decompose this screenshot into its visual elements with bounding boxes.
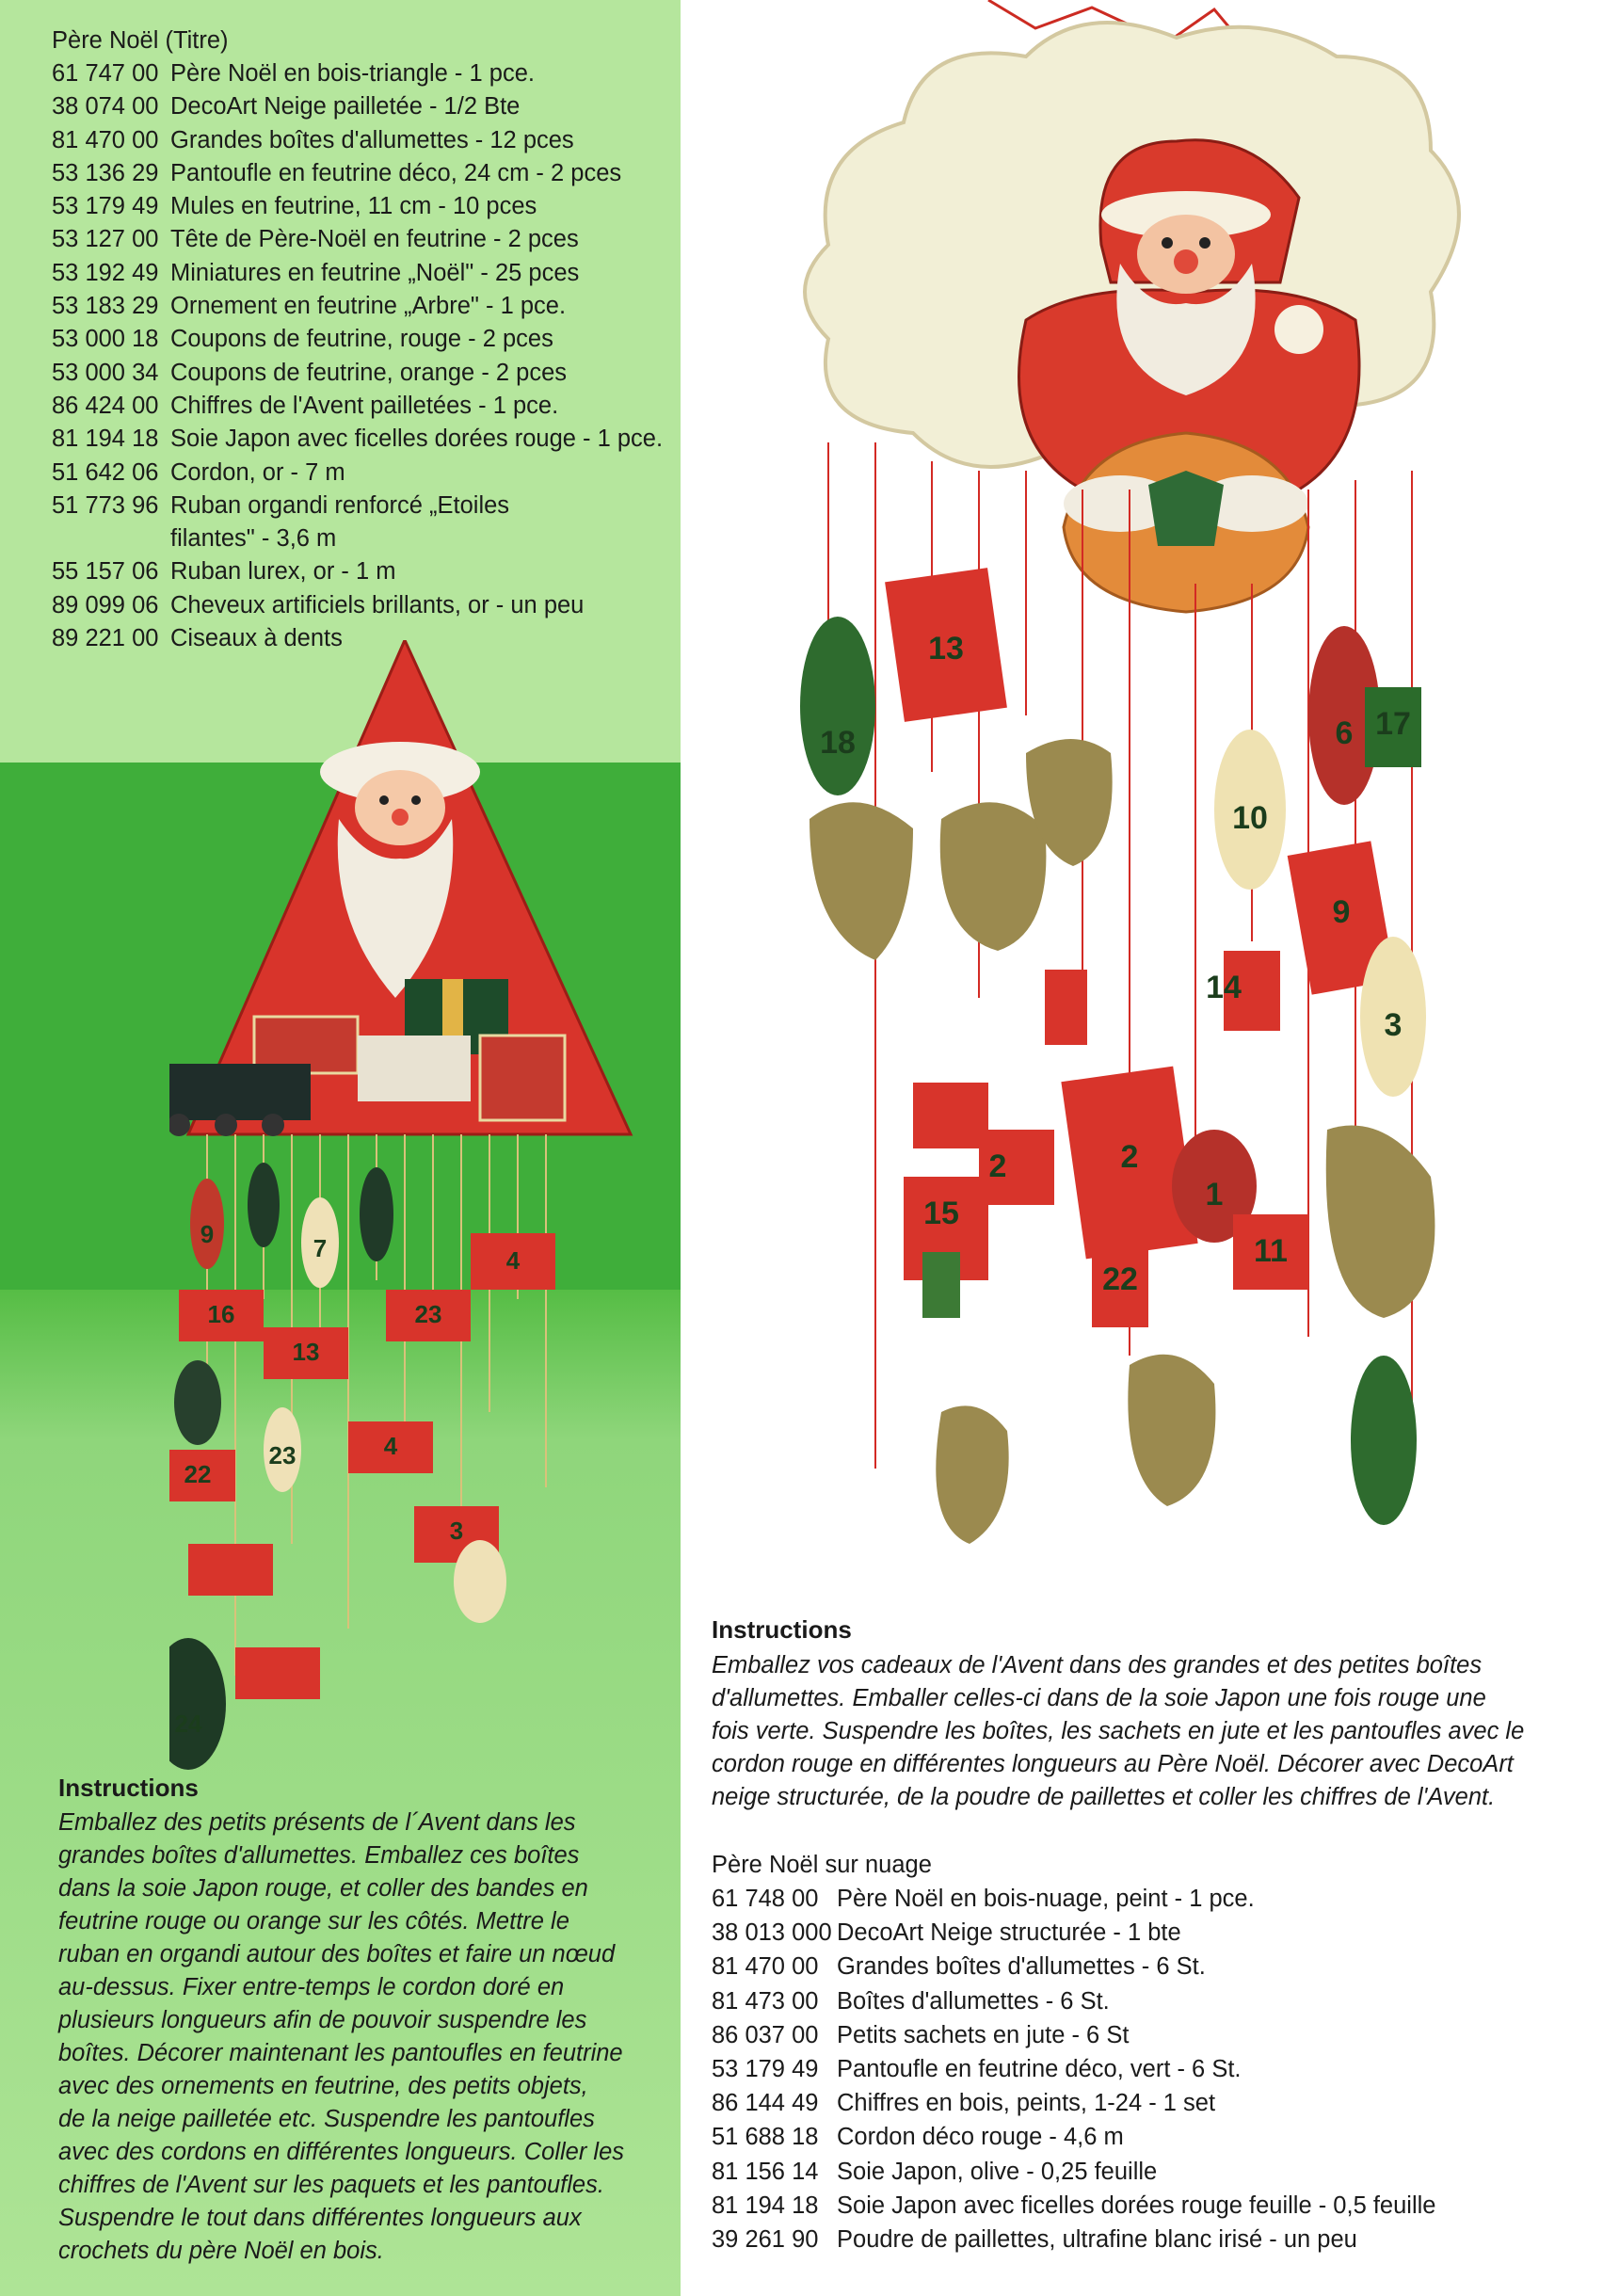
article-number: 81 194 18: [712, 2192, 819, 2219]
instruction-line: Emballez vos cadeaux de l'Avent dans des grandes et des petites boîtes: [712, 1652, 1483, 1678]
material-item: [52, 357, 663, 390]
material-item: [52, 90, 663, 123]
material-item: [712, 2052, 1435, 2086]
material-item: [52, 457, 663, 490]
instruction-line: fois verte. Suspendre les boîtes, les sachets en jute et les pantoufles avec le: [712, 1718, 1525, 1744]
article-number: 89 099 06: [52, 591, 159, 618]
advent-number: 18: [820, 725, 856, 761]
article-description: Cordon, or - 7 m: [170, 458, 345, 486]
material-item: [52, 555, 663, 588]
left-instructions-body: [58, 1806, 624, 2268]
advent-number: 24: [174, 1710, 202, 1738]
article-number: 51 642 06: [52, 458, 159, 486]
right-list-title: Père Noël sur nuage: [712, 1852, 932, 1878]
material-item: [52, 57, 663, 90]
article-number: 38 013 000: [712, 1919, 832, 1947]
advent-number: 15: [923, 1196, 959, 1231]
right-material-list: [712, 1882, 1435, 2256]
article-number: 61 747 00: [52, 60, 159, 87]
advent-number: 22: [1102, 1261, 1138, 1297]
article-description: Grandes boîtes d'allumettes - 6 St.: [837, 1953, 1206, 1981]
advent-number: 23: [268, 1441, 297, 1469]
article-description: Mules en feutrine, 11 cm - 10 pces: [170, 193, 537, 220]
article-description: Pantoufle en feutrine déco, 24 cm - 2 pces: [170, 159, 622, 186]
advent-number: 9: [200, 1220, 215, 1248]
right-instructions-title: Instructions: [712, 1615, 852, 1644]
material-item: [52, 290, 663, 323]
article-description: Pantoufle en feutrine déco, vert - 6 St.: [837, 2056, 1242, 2083]
triangle-santa-photo: [169, 640, 640, 1779]
advent-number: 11: [1254, 1233, 1288, 1269]
article-number: 53 179 49: [52, 193, 159, 220]
material-item: [712, 2155, 1435, 2189]
material-item: [52, 157, 663, 190]
article-description: Ruban organdi renforcé „Etoiles: [170, 491, 510, 519]
material-item: [52, 490, 663, 522]
article-description: Poudre de paillettes, ultrafine blanc irisé - un peu: [837, 2226, 1357, 2254]
advent-number: 2: [1120, 1139, 1139, 1175]
instruction-line: avec des ornements en feutrine, des petits objets,: [58, 2073, 588, 2099]
article-number: 81 470 00: [712, 1953, 819, 1981]
cloud-santa-photo: [772, 0, 1487, 1553]
left-material-list: [52, 57, 663, 655]
article-number: 53 000 18: [52, 326, 159, 353]
article-number: 81 470 00: [52, 126, 159, 153]
article-description: Cheveux artificiels brillants, or - un peu: [170, 591, 585, 618]
instruction-line: de la neige pailletée etc. Suspendre les pantoufles: [58, 2106, 595, 2132]
article-number: 53 192 49: [52, 259, 159, 286]
article-number: 61 748 00: [712, 1886, 819, 1912]
article-description: Soie Japon, olive - 0,25 feuille: [837, 2158, 1158, 2185]
material-item: [712, 2018, 1435, 2052]
article-number: 38 074 00: [52, 93, 159, 120]
instruction-line: Suspendre le tout dans différentes longueurs aux: [58, 2205, 582, 2231]
advent-number: 17: [1375, 706, 1411, 742]
article-number: 51 773 96: [52, 491, 159, 519]
article-description: Miniatures en feutrine „Noël" - 25 pces: [170, 259, 580, 286]
instruction-line: neige structurée, de la poudre de paillettes et coller les chiffres de l'Avent.: [712, 1784, 1496, 1810]
instruction-line: plusieurs longueurs afin de pouvoir suspendre les: [58, 2007, 587, 2033]
advent-number: 3: [1384, 1007, 1403, 1043]
advent-number: 14: [1206, 970, 1242, 1005]
article-description: Ciseaux à dents: [170, 625, 343, 652]
advent-number: 10: [1232, 800, 1268, 836]
article-description: Cordon déco rouge - 4,6 m: [837, 2124, 1124, 2151]
material-item: [52, 423, 663, 456]
instruction-line: d'allumettes. Emballer celles-ci dans de la soie Japon une fois rouge une: [712, 1685, 1486, 1711]
material-item: [712, 1882, 1435, 1916]
advent-number: 13: [928, 631, 964, 666]
article-number: 86 144 49: [712, 2090, 819, 2117]
material-item: [712, 1916, 1435, 1950]
advent-number: 9: [1332, 894, 1351, 930]
article-description: Chiffres en bois, peints, 1-24 - 1 set: [837, 2090, 1216, 2117]
material-item: [712, 2223, 1435, 2256]
article-description: Père Noël en bois-triangle - 1 pce.: [170, 60, 535, 87]
advent-number: 2: [988, 1148, 1007, 1184]
instruction-line: crochets du père Noël en bois.: [58, 2238, 384, 2264]
article-number: 53 127 00: [52, 226, 159, 253]
material-item: [52, 390, 663, 423]
article-number: 53 000 34: [52, 359, 159, 386]
article-description: Chiffres de l'Avent pailletées - 1 pce.: [170, 392, 559, 419]
article-number: 51 688 18: [712, 2124, 819, 2151]
article-description: Tête de Père-Noël en feutrine - 2 pces: [170, 226, 579, 253]
instruction-line: avec des cordons en différentes longueurs. Coller les: [58, 2139, 625, 2165]
article-description: Petits sachets en jute - 6 St: [837, 2021, 1130, 2048]
instruction-line: au-dessus. Fixer entre-temps le cordon doré en: [58, 1974, 565, 2000]
advent-number: 6: [1335, 715, 1354, 751]
material-item: [712, 1950, 1435, 1983]
instruction-line: grandes boîtes d'allumettes. Emballez ces boîtes: [58, 1842, 580, 1869]
instruction-line: chiffres de l'Avent sur les paquets et les pantoufles.: [58, 2172, 604, 2198]
advent-number: 1: [1205, 1177, 1224, 1212]
left-instructions-title: Instructions: [58, 1774, 199, 1802]
article-number: 39 261 90: [712, 2226, 819, 2254]
material-item: [712, 2189, 1435, 2223]
instruction-line: feutrine rouge ou orange sur les côtés. Mettre le: [58, 1908, 569, 1935]
article-description: Soie Japon avec ficelles dorées rouge feuille - 0,5 feuille: [837, 2192, 1436, 2219]
article-number: 53 179 49: [712, 2056, 819, 2083]
article-description: Coupons de feutrine, rouge - 2 pces: [170, 326, 553, 353]
article-description: filantes" - 3,6 m: [170, 525, 337, 553]
material-item: [52, 124, 663, 157]
material-item: [52, 190, 663, 223]
material-item: [712, 2086, 1435, 2120]
article-number: 86 037 00: [712, 2021, 819, 2048]
advent-number: 4: [505, 1246, 521, 1275]
material-item: [52, 223, 663, 256]
article-number: 89 221 00: [52, 625, 159, 652]
material-item: [52, 522, 663, 555]
instruction-line: Emballez des petits présents de l´Avent dans les: [58, 1809, 576, 1836]
material-item: [712, 2120, 1435, 2154]
article-description: Coupons de feutrine, orange - 2 pces: [170, 359, 568, 386]
article-description: Ornement en feutrine „Arbre" - 1 pce.: [170, 293, 567, 320]
article-number: 55 157 06: [52, 558, 159, 586]
advent-number: 7: [313, 1234, 328, 1262]
article-number: 81 194 18: [52, 425, 159, 453]
instruction-line: cordon rouge en différentes longueurs au Père Noël. Décorer avec DecoArt: [712, 1751, 1514, 1777]
material-item: [712, 1984, 1435, 2018]
advent-number: 13: [292, 1338, 320, 1366]
article-description: DecoArt Neige pailletée - 1/2 Bte: [170, 93, 521, 120]
right-instructions-body: [712, 1649, 1524, 1814]
article-number: 53 183 29: [52, 293, 159, 320]
advent-number: 4: [383, 1432, 398, 1460]
instruction-line: ruban en organdi autour des boîtes et faire un nœud: [58, 1941, 616, 1967]
advent-number: 3: [449, 1517, 464, 1545]
article-number: 53 136 29: [52, 159, 159, 186]
advent-number: 16: [207, 1300, 235, 1328]
article-number: 81 156 14: [712, 2158, 819, 2185]
instruction-line: dans la soie Japon rouge, et coller des bandes en: [58, 1875, 588, 1902]
article-description: Soie Japon avec ficelles dorées rouge - 1 pce.: [170, 425, 664, 453]
material-item: [52, 257, 663, 290]
article-description: Grandes boîtes d'allumettes - 12 pces: [170, 126, 574, 153]
article-number: 86 424 00: [52, 392, 159, 419]
advent-number: 22: [184, 1460, 212, 1488]
left-list-title: Père Noël (Titre): [52, 27, 229, 54]
article-description: Boîtes d'allumettes - 6 St.: [837, 1987, 1110, 2015]
article-description: Père Noël en bois-nuage, peint - 1 pce.: [837, 1886, 1255, 1912]
article-description: Ruban lurex, or - 1 m: [170, 558, 396, 586]
material-item: [52, 589, 663, 622]
article-description: DecoArt Neige structurée - 1 bte: [837, 1919, 1181, 1947]
advent-number: 23: [414, 1300, 442, 1328]
material-item: [52, 323, 663, 356]
article-number: 81 473 00: [712, 1987, 819, 2015]
instruction-line: boîtes. Décorer maintenant les pantoufles en feutrine: [58, 2040, 623, 2066]
